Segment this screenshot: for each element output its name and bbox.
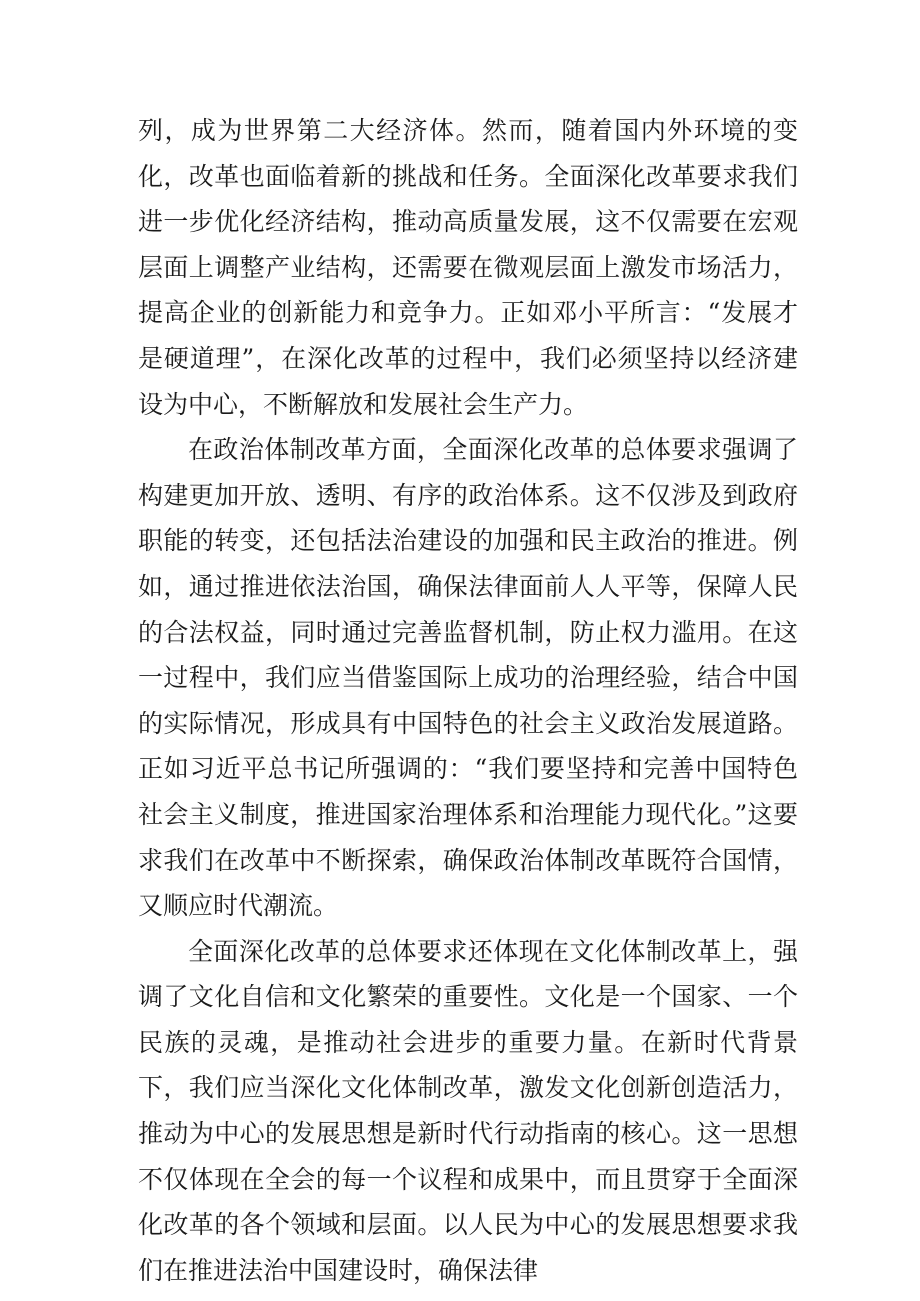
paragraph-economic-reform: 列，成为世界第二大经济体。然而，随着国内外环境的变化，改革也面临着新的挑战和任务。全面深化改革要求我们进一步优化经济结构，推动高质量发展，这不仅需要在宏观层面上调整产业结构，还需要在微观层面上激发市场活力，提高企业的创新能力和竞争力。正如邓小平所言：“发展才是硬道理”，在深化改革的过程中，我们必须坚持以经济建设为中心，不断解放和发展社会生产力。	[138, 116, 798, 419]
paragraph-cultural-reform: 全面深化改革的总体要求还体现在文化体制改革上，强调了文化自信和文化繁荣的重要性。文化是一个国家、一个民族的灵魂，是推动社会进步的重要力量。在新时代背景下，我们应当深化文化体制改革，激发文化创新创造活力，推动为中心的发展思想是新时代行动指南的核心。这一思想不仅体现在全会的每一个议程和成果中，而且贯穿于全面深化改革的各个领域和层面。以人民为中心的发展思想要求我们在推进法治中国建设时，确保法律	[138, 936, 798, 1285]
paragraph-political-reform: 在政治体制改革方面，全面深化改革的总体要求强调了构建更加开放、透明、有序的政治体系。这不仅涉及到政府职能的转变，还包括法治建设的加强和民主政治的推进。例如，通过推进依法治国，确保法律面前人人平等，保障人民的合法权益，同时通过完善监督机制，防止权力滥用。在这一过程中，我们应当借鉴国际上成功的治理经验，结合中国的实际情况，形成具有中国特色的社会主义政治发展道路。正如习近平总书记所强调的：“我们要坚持和完善中国特色社会主义制度，推进国家治理体系和治理能力现代化。”这要求我们在改革中不断探索，确保政治体制改革既符合国情，又顺应时代潮流。	[138, 435, 798, 921]
document-body	[138, 108, 798, 1293]
